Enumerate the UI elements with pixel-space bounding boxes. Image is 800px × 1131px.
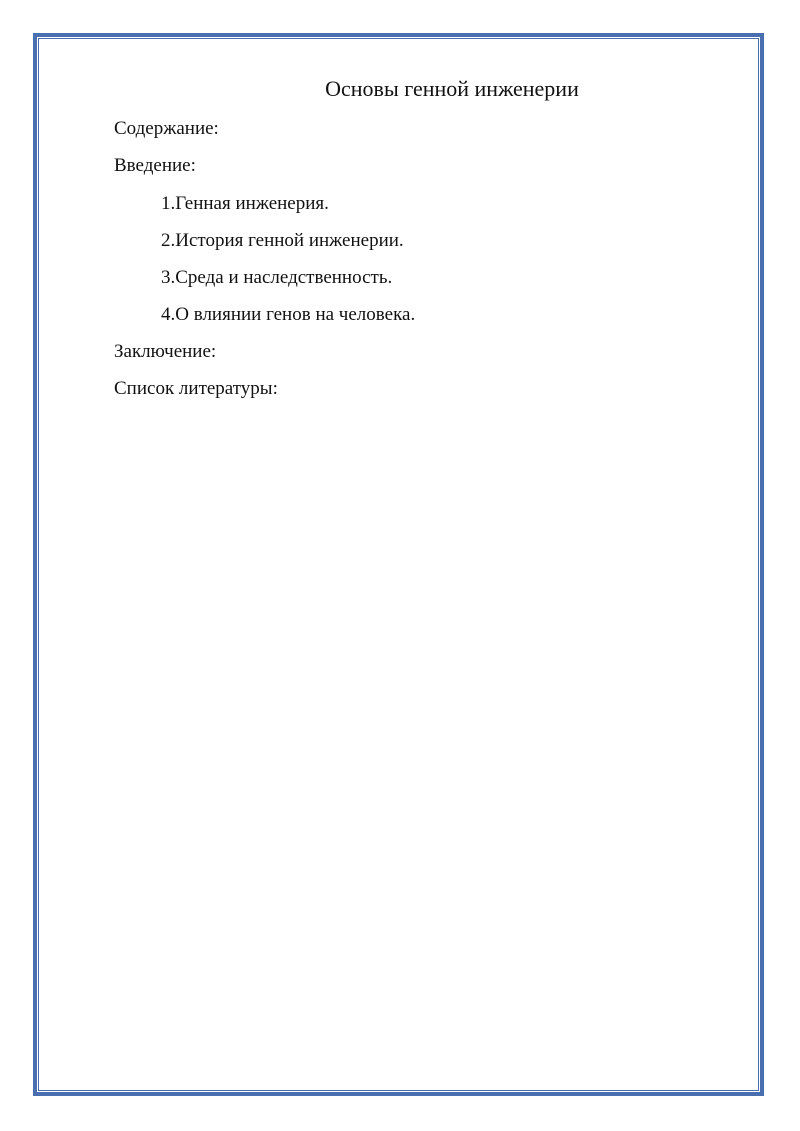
- toc-item-conclusion: Заключение:: [114, 341, 217, 362]
- toc-item-1: 1.Генная инженерия.: [161, 193, 329, 214]
- toc-item-3: 3.Среда и наследственность.: [161, 267, 393, 288]
- toc-item-bibliography: Список литературы:: [114, 378, 278, 399]
- page-border-inner-line: [38, 38, 759, 1091]
- document-title: Основы генной инженерии: [325, 76, 579, 101]
- contents-heading: Содержание:: [114, 118, 219, 139]
- toc-item-2: 2.История генной инженерии.: [161, 230, 404, 251]
- toc-item-4: 4.О влиянии генов на человека.: [161, 304, 416, 325]
- toc-item-introduction: Введение:: [114, 155, 196, 176]
